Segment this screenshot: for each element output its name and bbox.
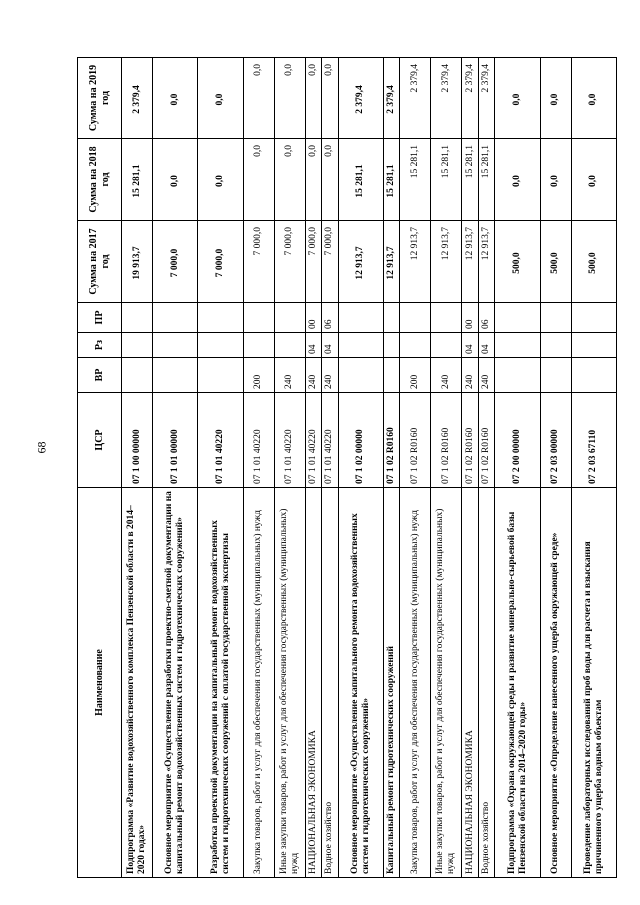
row-sum-2018: 0,0: [152, 139, 197, 221]
row-sum-2018: 0,0: [571, 139, 616, 221]
table-row: [495, 58, 540, 878]
row-sum-2017: 7 000,0: [243, 221, 274, 303]
row-sum-2017: 12 913,7: [383, 221, 400, 303]
header-sum-2019: Сумма на 2019 год: [78, 58, 122, 139]
row-rz: [383, 333, 400, 358]
row-vr: [338, 358, 383, 393]
table-row: [305, 58, 322, 878]
row-sum-2017: 12 913,7: [478, 221, 495, 303]
row-name: Основное мероприятие «Осуществление капитального ремонта водохозяйственных систем и гидротехнических сооружений»: [338, 488, 383, 878]
table-row: [338, 58, 383, 878]
row-vr: [152, 358, 197, 393]
row-sum-2019: 2 379,4: [400, 58, 431, 139]
row-sum-2017: 12 913,7: [431, 221, 462, 303]
row-vr: 240: [305, 358, 322, 393]
row-sum-2019: 2 379,4: [462, 58, 479, 139]
row-sum-2017: 500,0: [540, 221, 571, 303]
page-number: 68: [34, 441, 49, 454]
row-sum-2019: 2 379,4: [338, 58, 383, 139]
row-sum-2019: 0,0: [495, 58, 540, 139]
row-rz: 04: [478, 333, 495, 358]
table-row: [383, 58, 400, 878]
row-sum-2019: 2 379,4: [383, 58, 400, 139]
row-csr: 07 1 01 40220: [274, 393, 305, 488]
row-csr: 07 1 02 R0160: [383, 393, 400, 488]
row-sum-2018: 15 281,1: [122, 139, 153, 221]
row-sum-2019: 2 379,4: [478, 58, 495, 139]
row-pr: 06: [322, 303, 339, 333]
row-sum-2017: 12 913,7: [400, 221, 431, 303]
row-rz: [571, 333, 616, 358]
header-rz: Рз: [78, 333, 122, 358]
row-sum-2017: 500,0: [571, 221, 616, 303]
table-row: [540, 58, 571, 878]
table-row: [400, 58, 431, 878]
header-name: Наименование: [78, 488, 122, 878]
row-vr: [495, 358, 540, 393]
row-sum-2017: 7 000,0: [152, 221, 197, 303]
row-pr: [338, 303, 383, 333]
row-vr: [571, 358, 616, 393]
row-pr: [274, 303, 305, 333]
row-rz: [198, 333, 243, 358]
row-vr: 200: [243, 358, 274, 393]
row-sum-2019: 0,0: [198, 58, 243, 139]
row-pr: [383, 303, 400, 333]
row-sum-2019: 0,0: [152, 58, 197, 139]
rotated-table-container: [77, 58, 617, 878]
row-vr: 240: [322, 358, 339, 393]
table-header-row: [78, 58, 122, 878]
row-rz: [122, 333, 153, 358]
row-sum-2017: 12 913,7: [338, 221, 383, 303]
row-sum-2017: 12 913,7: [462, 221, 479, 303]
row-sum-2017: 7 000,0: [322, 221, 339, 303]
row-rz: [152, 333, 197, 358]
row-csr: 07 1 01 40220: [243, 393, 274, 488]
row-pr: 00: [305, 303, 322, 333]
row-csr: 07 1 02 00000: [338, 393, 383, 488]
row-sum-2018: 15 281,1: [462, 139, 479, 221]
row-rz: [431, 333, 462, 358]
header-pr: ПР: [78, 303, 122, 333]
row-sum-2018: 0,0: [495, 139, 540, 221]
row-rz: [243, 333, 274, 358]
row-name: Подпрограмма «Охрана окружающей среды и развитие минерально-сырьевой базы Пензенской области на 2014–2020 годы»: [495, 488, 540, 878]
row-csr: 07 1 02 R0160: [478, 393, 495, 488]
row-vr: 200: [400, 358, 431, 393]
row-csr: 07 1 02 R0160: [400, 393, 431, 488]
row-vr: [122, 358, 153, 393]
row-pr: 00: [462, 303, 479, 333]
row-csr: 07 1 01 40220: [305, 393, 322, 488]
row-sum-2018: 0,0: [322, 139, 339, 221]
row-name: Основное мероприятие «Осуществление разработки проектно-сметной документации на капитальный ремонт водохозяйственных систем и гидротехнических сооружений»: [152, 488, 197, 878]
row-sum-2017: 7 000,0: [274, 221, 305, 303]
row-sum-2018: 0,0: [305, 139, 322, 221]
row-vr: [198, 358, 243, 393]
row-pr: [122, 303, 153, 333]
row-csr: 07 1 00 00000: [122, 393, 153, 488]
row-rz: 04: [305, 333, 322, 358]
row-vr: 240: [462, 358, 479, 393]
row-rz: [495, 333, 540, 358]
row-sum-2018: 0,0: [274, 139, 305, 221]
row-sum-2019: 0,0: [540, 58, 571, 139]
row-csr: 07 1 01 00000: [152, 393, 197, 488]
row-sum-2018: 0,0: [540, 139, 571, 221]
row-pr: [431, 303, 462, 333]
row-pr: [243, 303, 274, 333]
row-sum-2019: 2 379,4: [431, 58, 462, 139]
row-sum-2019: 2 379,4: [122, 58, 153, 139]
row-pr: [571, 303, 616, 333]
row-name: НАЦИОНАЛЬНАЯ ЭКОНОМИКА: [462, 488, 479, 878]
table-row: [322, 58, 339, 878]
row-name: Разработка проектной документации на капитальный ремонт водохозяйственных систем и гидротехнических сооружений с оплатой государственной экспертизы: [198, 488, 243, 878]
row-sum-2017: 7 000,0: [198, 221, 243, 303]
row-sum-2018: 0,0: [198, 139, 243, 221]
row-rz: [274, 333, 305, 358]
table-row: [571, 58, 616, 878]
row-sum-2018: 15 281,1: [400, 139, 431, 221]
row-sum-2019: 0,0: [305, 58, 322, 139]
row-sum-2018: 15 281,1: [478, 139, 495, 221]
row-csr: 07 1 02 R0160: [462, 393, 479, 488]
row-rz: [540, 333, 571, 358]
row-sum-2018: 15 281,1: [338, 139, 383, 221]
table-row: [462, 58, 479, 878]
row-vr: [383, 358, 400, 393]
row-csr: 07 2 00 00000: [495, 393, 540, 488]
row-sum-2019: 0,0: [571, 58, 616, 139]
row-sum-2019: 0,0: [322, 58, 339, 139]
row-sum-2017: 19 913,7: [122, 221, 153, 303]
row-sum-2017: 500,0: [495, 221, 540, 303]
row-csr: 07 1 01 40220: [198, 393, 243, 488]
row-name: Подпрограмма «Развитие водохозяйственного комплекса Пензенской области в 2014–2020 годах»: [122, 488, 153, 878]
row-pr: 06: [478, 303, 495, 333]
row-pr: [400, 303, 431, 333]
row-sum-2018: 15 281,1: [383, 139, 400, 221]
row-sum-2019: 0,0: [274, 58, 305, 139]
header-sum-2017: Сумма на 2017 год: [78, 221, 122, 303]
row-sum-2017: 7 000,0: [305, 221, 322, 303]
row-csr: 07 1 02 R0160: [431, 393, 462, 488]
row-name: Капитальный ремонт гидротехнических сооружений: [383, 488, 400, 878]
row-vr: 240: [478, 358, 495, 393]
row-name: Закупка товаров, работ и услуг для обеспечения государственных (муниципальных) нужд: [400, 488, 431, 878]
row-name: Иные закупки товаров, работ и услуг для обеспечения государственных (муниципальных) нужд: [431, 488, 462, 878]
header-vr: ВР: [78, 358, 122, 393]
row-rz: [400, 333, 431, 358]
table-row: [122, 58, 153, 878]
row-name: Закупка товаров, работ и услуг для обеспечения государственных (муниципальных) нужд: [243, 488, 274, 878]
row-vr: 240: [274, 358, 305, 393]
row-sum-2019: 0,0: [243, 58, 274, 139]
header-csr: ЦСР: [78, 393, 122, 488]
table-row: [198, 58, 243, 878]
row-csr: 07 2 03 67110: [571, 393, 616, 488]
table-row: [274, 58, 305, 878]
row-pr: [152, 303, 197, 333]
row-name: НАЦИОНАЛЬНАЯ ЭКОНОМИКА: [305, 488, 322, 878]
table-row: [243, 58, 274, 878]
row-rz: 04: [462, 333, 479, 358]
row-name: Проведение лабораторных исследований проб воды для расчета и взыскания причиненного ущерба водным объектам: [571, 488, 616, 878]
row-pr: [198, 303, 243, 333]
table-row: [478, 58, 495, 878]
row-sum-2018: 0,0: [243, 139, 274, 221]
header-sum-2018: Сумма на 2018 год: [78, 139, 122, 221]
row-vr: [540, 358, 571, 393]
row-name: Иные закупки товаров, работ и услуг для обеспечения государственных (муниципальных) нужд: [274, 488, 305, 878]
table-row: [152, 58, 197, 878]
row-csr: 07 1 01 40220: [322, 393, 339, 488]
row-rz: 04: [322, 333, 339, 358]
row-vr: 240: [431, 358, 462, 393]
row-name: Водное хозяйство: [478, 488, 495, 878]
row-pr: [540, 303, 571, 333]
row-sum-2018: 15 281,1: [431, 139, 462, 221]
row-csr: 07 2 03 00000: [540, 393, 571, 488]
row-name: Основное мероприятие «Определение нанесенного ущерба окружающей среде»: [540, 488, 571, 878]
row-name: Водное хозяйство: [322, 488, 339, 878]
row-pr: [495, 303, 540, 333]
row-rz: [338, 333, 383, 358]
table-row: [431, 58, 462, 878]
budget-table: [77, 57, 617, 878]
